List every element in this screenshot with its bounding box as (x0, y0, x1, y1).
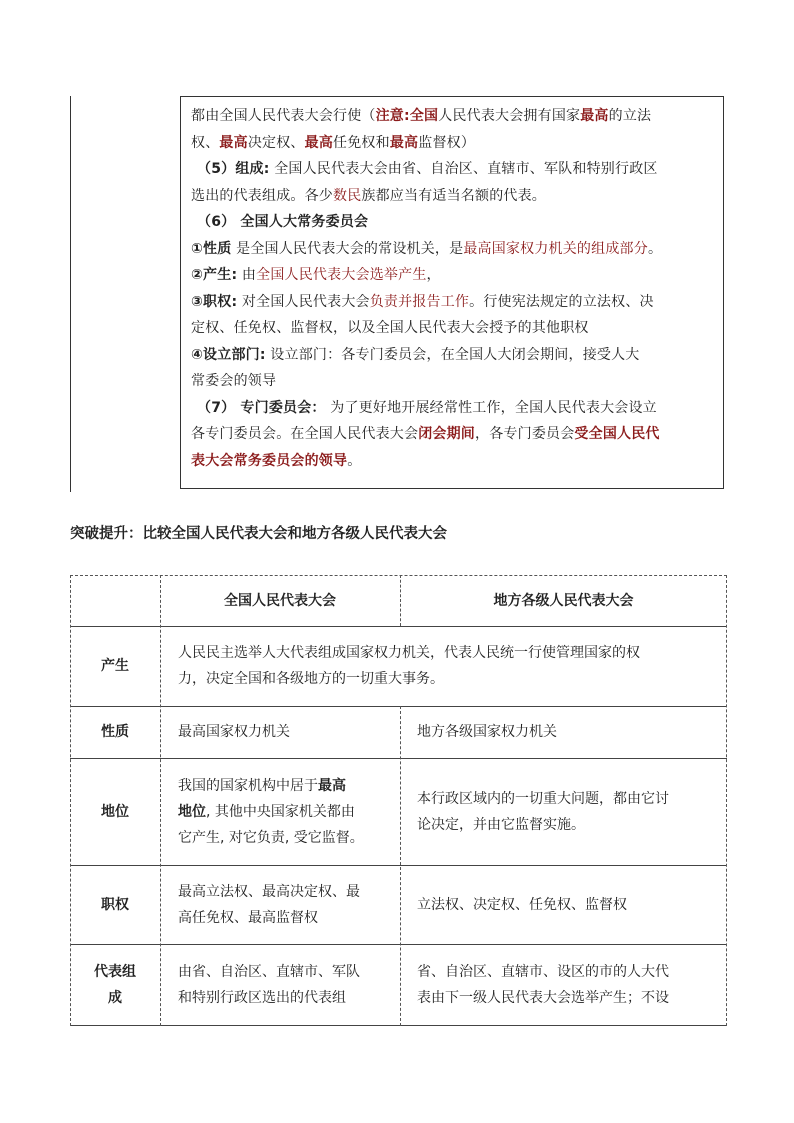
cell-national-zhiquan (178, 865, 400, 944)
cell-text: 力，决定全国和各级地方的一切重大事务。 (178, 671, 444, 687)
emphasis-text: 最高 (580, 108, 609, 124)
cell-text: 最高立法权、最高决定权、最 (178, 883, 360, 900)
header-national: 全国人民代表大会 (224, 592, 336, 609)
header-local: 地方各级人民代表大会 (493, 592, 634, 609)
text-span: 人民代表大会拥有国家 (438, 108, 581, 124)
text-span: 全国人民代表大会由省、自治区、直辖市、军队和特别行政区 (269, 161, 658, 177)
bold-text: 最高 (318, 777, 346, 794)
emphasis-text: 最高 (389, 134, 419, 151)
section-label: （5）组成: (197, 161, 270, 177)
cell-text: 省、自治区、直辖市、设区的市的人大代 (417, 963, 669, 980)
emphasis-text: 负责并报告工作 (369, 293, 470, 310)
section-label: （7） 专门委员会： (197, 399, 326, 416)
merged-cell (178, 626, 726, 706)
emphasis-text: 闭会期间 (418, 426, 476, 442)
row-label-diwei: 地位 (101, 803, 129, 820)
text-span: 权、 (191, 134, 220, 151)
text-line-14 (191, 448, 715, 475)
text-span: 为了更好地开展经常性工作，全国人民代表大会设立 (325, 399, 657, 416)
cell-text: 表由下一级人民代表大会选举产生；不设 (417, 989, 669, 1006)
text-span: 的立法 (608, 108, 652, 124)
text-span: 。行使宪法规定的立法权、决 (469, 293, 654, 310)
text-span: 对全国人民代表大会 (237, 293, 370, 310)
emphasis-text: 数民 (333, 187, 362, 204)
comparison-table (70, 575, 727, 1026)
table-col-line (400, 706, 401, 1026)
cell-text (178, 773, 346, 799)
text-span: 。 (347, 452, 362, 469)
cell-text: 论决定，并由它监督实施。 (417, 816, 585, 833)
text-line-7 (191, 262, 715, 289)
cell-text: 由省、自治区、直辖市、军队 (178, 963, 360, 980)
text-line-5: （6） 全国人大常务委员会 (197, 214, 369, 230)
section-heading: 突破提升：比较全国人民代表大会和地方各级人民代表大会 (70, 526, 447, 542)
cell-local-zhiquan: 立法权、决定权、任免权、监督权 (417, 896, 627, 913)
text-span: 我国的国家机构中居于 (178, 777, 318, 794)
text-span: 由 (237, 267, 257, 283)
label-text: 代表组 (94, 963, 136, 980)
text-line-11: 常委会的领导 (191, 373, 277, 389)
cell-national-diwei (178, 758, 400, 865)
row-label-daibiao (70, 944, 160, 1025)
content-cell (180, 96, 724, 489)
cell-national-daibiao (178, 944, 400, 1025)
text-line-9: 定权、任免权、监督权，以及全国人民代表大会授予的其他职权 (191, 320, 589, 336)
text-span: 是全国人民代表大会的常设机关，是 (231, 240, 464, 257)
note-label: 注意: (375, 108, 410, 124)
text-span: , 其他中央国家机关都由 (206, 803, 355, 820)
text-span: 选出的代表组成。各少 (191, 187, 333, 204)
text-line-4 (191, 183, 715, 210)
table-col-line (160, 575, 161, 1026)
text-span: 决定权、 (247, 134, 305, 151)
emphasis-text: 最高 (304, 134, 334, 151)
text-span: 都由全国人民代表大会行使（ (191, 108, 376, 124)
text-line-3 (191, 156, 715, 183)
cell-local-diwei (417, 758, 726, 865)
bold-text: 地位 (178, 803, 206, 820)
text-line-6 (191, 236, 715, 263)
cell-text: 它产生, 对它负责, 受它监督。 (178, 829, 364, 846)
section-label: ②产生: (191, 267, 238, 283)
table-col-line (726, 575, 727, 1026)
row-label-chansheng: 产生 (101, 658, 129, 674)
text-line-10 (191, 342, 715, 369)
left-border-line (70, 96, 71, 492)
row-label-zhiquan: 职权 (101, 896, 129, 913)
emphasis-text: 全国人民代表大会选举产生 (256, 267, 427, 283)
section-label: ①性质 (191, 240, 232, 257)
text-span: 设立部门：各专门委员会，在全国人大闭会期间，接受人大 (265, 346, 640, 363)
cell-text: 和特别行政区选出的代表组 (178, 989, 346, 1006)
cell-text: 人民民主选举人大代表组成国家权力机关，代表人民统一行使管理国家的权 (178, 645, 640, 661)
emphasis-text: 最高 (219, 134, 248, 151)
text-span: 。 (647, 240, 663, 257)
table-rule (70, 1025, 727, 1026)
continuation-box (70, 96, 727, 492)
text-line-8 (191, 289, 715, 316)
section-label: ③职权: (191, 293, 238, 310)
text-span: 任免权和 (333, 134, 390, 151)
cell-text: 高任免权、最高监督权 (178, 909, 318, 926)
cell-national-xingzhi: 最高国家权力机关 (178, 724, 290, 740)
row-label-xingzhi: 性质 (101, 724, 129, 740)
cell-text (178, 799, 355, 825)
section-label: ④设立部门: (191, 346, 266, 363)
cell-text: 本行政区域内的一切重大问题，都由它讨 (417, 790, 669, 807)
emphasis-text: 表大会常务委员会的领导 (191, 452, 348, 469)
text-line-1 (191, 103, 715, 130)
label-text: 成 (108, 989, 122, 1006)
text-span: 各专门委员会。在全国人民代表大会 (191, 426, 419, 442)
cell-local-xingzhi: 地方各级国家权力机关 (417, 724, 557, 740)
text-line-13 (191, 421, 715, 448)
cell-local-daibiao (417, 944, 726, 1025)
text-span: ，各专门委员会 (475, 426, 575, 442)
emphasis-text: 最高国家权力机关的组成部分 (463, 240, 648, 257)
text-line-2 (191, 130, 715, 157)
emphasis-text: 全国 (409, 108, 439, 124)
text-span: 监督权） (418, 134, 476, 151)
text-span: 族都应当有适当名额的代表。 (361, 187, 547, 204)
emphasis-text: 受全国人民代 (574, 426, 660, 442)
text-line-12 (191, 395, 715, 422)
text-span: ， (426, 267, 441, 283)
